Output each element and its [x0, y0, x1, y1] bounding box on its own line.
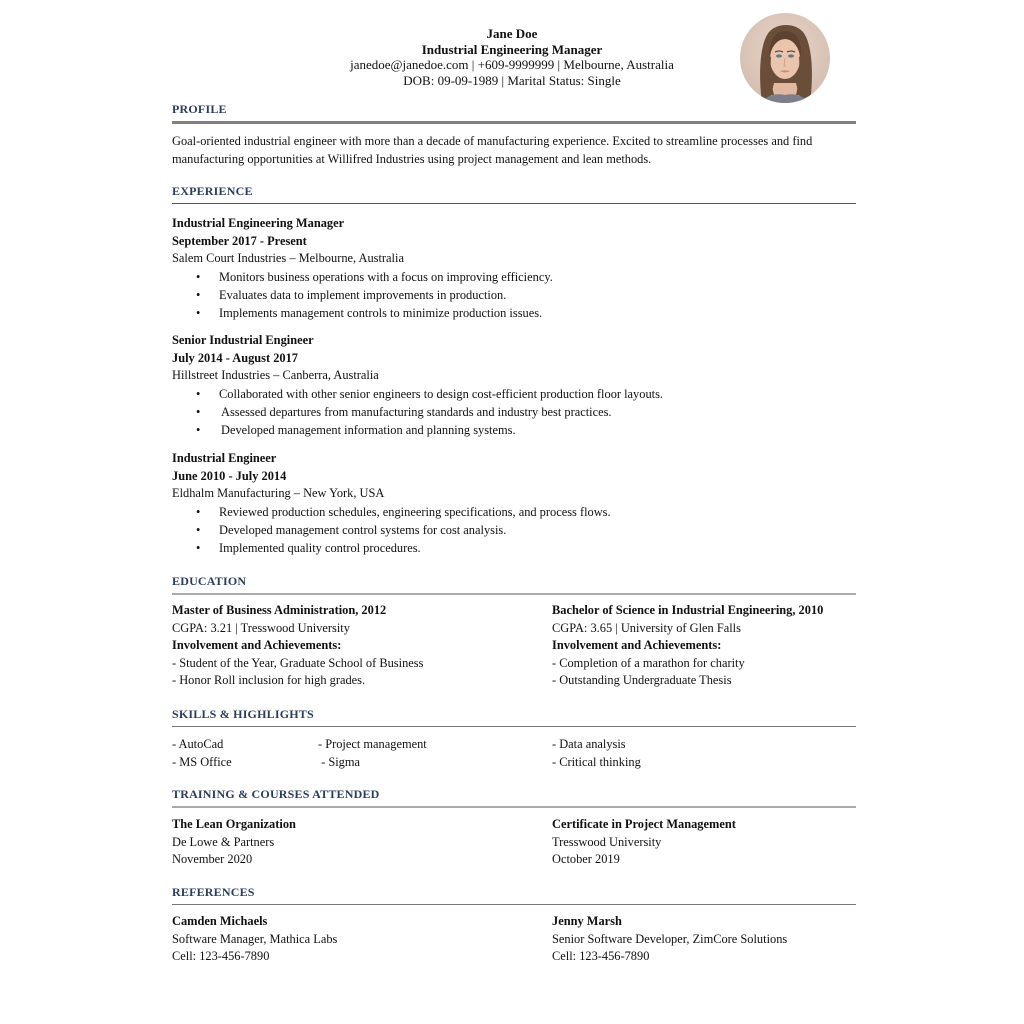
- skill-item: - Data analysis: [552, 737, 626, 751]
- reference-role: Senior Software Developer, ZimCore Solutions: [552, 931, 788, 946]
- course-date: November 2020: [172, 852, 253, 866]
- bullet-icon: •: [196, 386, 201, 401]
- training-columns: [172, 816, 862, 869]
- skills-grid: [172, 736, 856, 771]
- achievement-item: - Outstanding Undergraduate Thesis: [552, 673, 732, 687]
- list-item: • Collaborated with other senior engineers to design cost-efficient production floor layouts.: [172, 385, 856, 403]
- course-name: The Lean Organization: [172, 817, 296, 831]
- list-item: • Developed management control systems for cost analysis.: [172, 521, 856, 539]
- section-divider: [172, 593, 856, 595]
- list-item: • Monitors business operations with a focus on improving efficiency.: [172, 268, 856, 286]
- achievements-label: Involvement and Achievements:: [172, 638, 342, 652]
- reference-phone: Cell: 123-456-7890: [172, 949, 270, 963]
- list-item: • Implemented quality control procedures.: [172, 539, 856, 557]
- list-item: • Assessed departures from manufacturing standards and industry best practices.: [172, 403, 856, 421]
- course-provider: Tresswood University: [552, 834, 662, 849]
- reference-role: Software Manager, Mathica Labs: [172, 931, 338, 946]
- bullet-icon: •: [196, 504, 201, 519]
- reference-name: Jenny Marsh: [552, 914, 622, 928]
- contact-line: janedoe@janedoe.com | +609-9999999 | Melbourne, Australia: [350, 57, 674, 72]
- list-item: • Implements management controls to minimize production issues.: [172, 304, 856, 322]
- bullet-icon: •: [196, 522, 201, 537]
- reference-entry: [172, 913, 552, 966]
- skill-item: - AutoCad: [172, 737, 224, 751]
- reference-name: Camden Michaels: [172, 914, 268, 928]
- list-item: • Developed management information and planning systems.: [172, 421, 856, 439]
- skill-item: - Critical thinking: [552, 754, 641, 769]
- job-bullets: [172, 385, 856, 440]
- bullet-icon: •: [196, 541, 201, 556]
- job-entry: [172, 332, 856, 439]
- job-title: Senior Industrial Engineer: [172, 333, 314, 348]
- training-entry: [552, 816, 862, 869]
- bullet-icon: •: [196, 404, 201, 419]
- portrait-icon: [740, 13, 830, 103]
- education-heading: EDUCATION: [172, 574, 247, 588]
- list-item: • Reviewed production schedules, engineering specifications, and process flows.: [172, 503, 856, 521]
- job-company: Salem Court Industries – Melbourne, Australia: [172, 251, 404, 265]
- reference-phone: Cell: 123-456-7890: [552, 949, 650, 963]
- education-entry: [172, 602, 552, 690]
- skill-item: - Sigma: [318, 754, 360, 769]
- job-dates: September 2017 - Present: [172, 233, 307, 248]
- education-columns: [172, 602, 862, 690]
- bullet-icon: •: [196, 269, 201, 284]
- course-name: Certificate in Project Management: [552, 817, 736, 831]
- achievement-item: - Honor Roll inclusion for high grades.: [172, 673, 366, 687]
- degree-details: CGPA: 3.21 | Tresswood University: [172, 620, 350, 635]
- references-columns: [172, 913, 862, 966]
- profile-section: [172, 102, 856, 168]
- candidate-name: Jane Doe: [486, 26, 538, 41]
- bullet-icon: •: [196, 305, 201, 320]
- job-dates: June 2010 - July 2014: [172, 468, 287, 483]
- references-heading: REFERENCES: [172, 885, 255, 899]
- job-bullets: [172, 268, 856, 323]
- section-divider: [172, 904, 856, 905]
- reference-entry: [552, 913, 862, 966]
- training-section: [172, 787, 856, 869]
- degree: Bachelor of Science in Industrial Engineering, 2010: [552, 603, 824, 617]
- training-heading: TRAINING & COURSES ATTENDED: [172, 787, 380, 801]
- degree: Master of Business Administration, 2012: [172, 603, 387, 617]
- skill-item: - MS Office: [172, 754, 232, 769]
- training-entry: [172, 816, 552, 869]
- skill-item: - Project management: [318, 737, 427, 751]
- education-entry: [552, 602, 862, 690]
- job-entry: [172, 450, 856, 557]
- profile-photo: [740, 13, 830, 103]
- course-provider: De Lowe & Partners: [172, 834, 275, 849]
- profile-heading: PROFILE: [172, 102, 227, 116]
- candidate-title: Industrial Engineering Manager: [421, 41, 603, 57]
- course-date: October 2019: [552, 852, 620, 866]
- education-section: [172, 574, 856, 690]
- bullet-icon: •: [196, 423, 201, 438]
- job-title: Industrial Engineering Manager: [172, 216, 345, 230]
- job-bullets: [172, 503, 856, 558]
- job-dates: July 2014 - August 2017: [172, 350, 298, 365]
- list-item: • Evaluates data to implement improvements in production.: [172, 286, 856, 304]
- personal-info-line: DOB: 09-09-1989 | Marital Status: Single: [403, 72, 621, 88]
- skills-section: [172, 707, 856, 771]
- experience-section: [172, 184, 856, 557]
- achievements-label: Involvement and Achievements:: [552, 638, 722, 652]
- references-section: [172, 885, 856, 966]
- section-divider: [172, 726, 856, 727]
- skills-heading: SKILLS & HIGHLIGHTS: [172, 707, 314, 721]
- section-divider: [172, 806, 856, 808]
- job-company: Hillstreet Industries – Canberra, Australia: [172, 368, 379, 383]
- section-divider: [172, 121, 856, 124]
- bullet-icon: •: [196, 287, 201, 302]
- experience-heading: EXPERIENCE: [172, 184, 253, 198]
- job-entry: [172, 215, 856, 322]
- job-title: Industrial Engineer: [172, 451, 277, 466]
- achievement-item: - Completion of a marathon for charity: [552, 655, 745, 670]
- achievement-item: - Student of the Year, Graduate School of Business: [172, 655, 424, 670]
- job-company: Eldhalm Manufacturing – New York, USA: [172, 486, 385, 501]
- profile-summary: Goal-oriented industrial engineer with more than a decade of manufacturing experience. Excited to streamline processes and find manufacturing opportunities at Willifred Industries using project management and lean methods.: [172, 134, 813, 166]
- resume-page: [172, 0, 856, 1024]
- section-divider: [172, 203, 856, 204]
- degree-details: CGPA: 3.65 | University of Glen Falls: [552, 620, 741, 635]
